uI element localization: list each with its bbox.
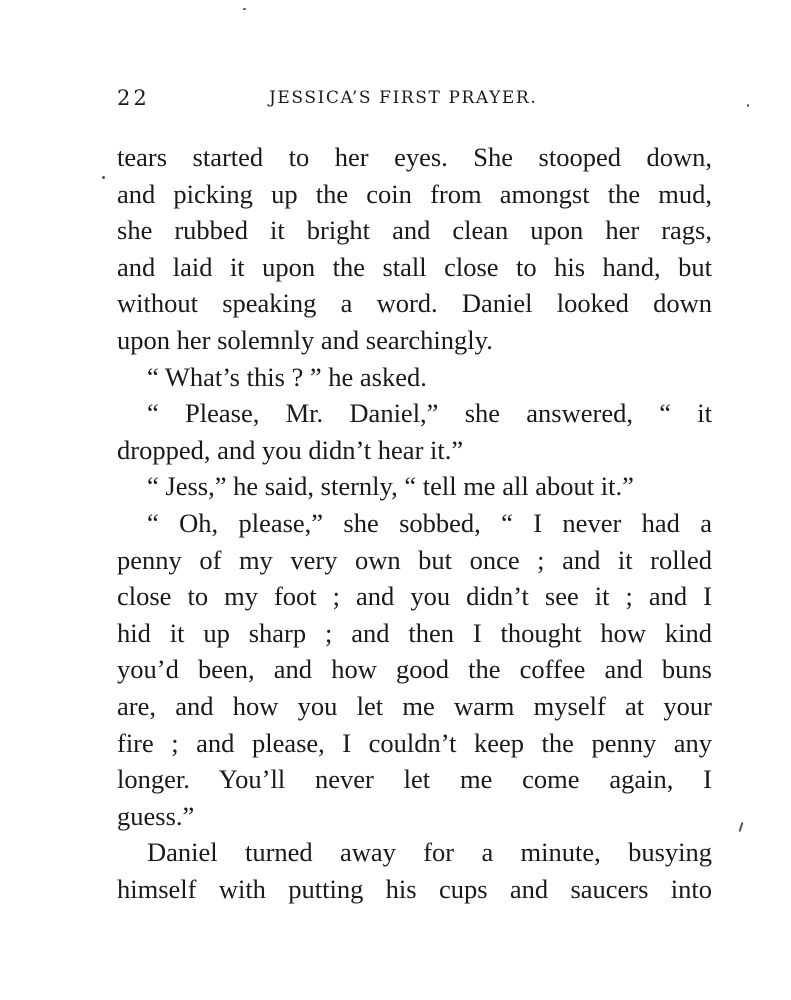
text-line: penny of my very own but once ; and it rolled	[117, 544, 712, 575]
text-line: tears started to her eyes. She stooped down,	[117, 142, 712, 172]
text-line: she rubbed it bright and clean upon her rags,	[117, 215, 712, 246]
text-line: hid it up sharp ; and then I thought how kind	[117, 617, 712, 648]
text-line: you’d been, and how good the coffee and buns	[117, 654, 712, 685]
text-line: guess.”	[117, 800, 195, 831]
text-line: Daniel turned away for a minute, busying	[147, 837, 712, 868]
page-number: 22	[117, 86, 150, 110]
scan-speck	[102, 176, 105, 179]
scan-speck	[747, 104, 749, 107]
text-line: longer. You’ll never let me come again, I	[117, 764, 712, 795]
text-line: “ Jess,” he said, sternly, “ tell me all about it.”	[147, 471, 634, 502]
text-line: “ Oh, please,” she sobbed, “ I never had a	[147, 507, 712, 538]
running-title: JESSICA’S FIRST PRAYER.	[269, 88, 538, 108]
text-line: without speaking a word. Daniel looked down	[117, 288, 712, 319]
text-line: upon her solemnly and searchingly.	[117, 324, 493, 355]
body-text	[117, 139, 712, 907]
scan-speck	[243, 8, 246, 10]
text-line: and laid it upon the stall close to his hand, but	[117, 251, 712, 282]
text-line: “ What’s this ? ” he asked.	[147, 361, 427, 392]
page-header	[117, 86, 707, 116]
text-line: close to my foot ; and you didn’t see it ; and I	[117, 581, 712, 612]
text-line: fire ; and please, I couldn’t keep the penny any	[117, 727, 712, 758]
text-line: himself with putting his cups and saucers into	[117, 873, 712, 904]
text-line: and picking up the coin from amongst the mud,	[117, 178, 712, 209]
text-line: dropped, and you didn’t hear it.”	[117, 434, 464, 465]
scan-speck	[739, 822, 744, 832]
text-line: “ Please, Mr. Daniel,” she answered, “ it	[147, 398, 712, 429]
text-line: are, and how you let me warm myself at your	[117, 690, 712, 721]
